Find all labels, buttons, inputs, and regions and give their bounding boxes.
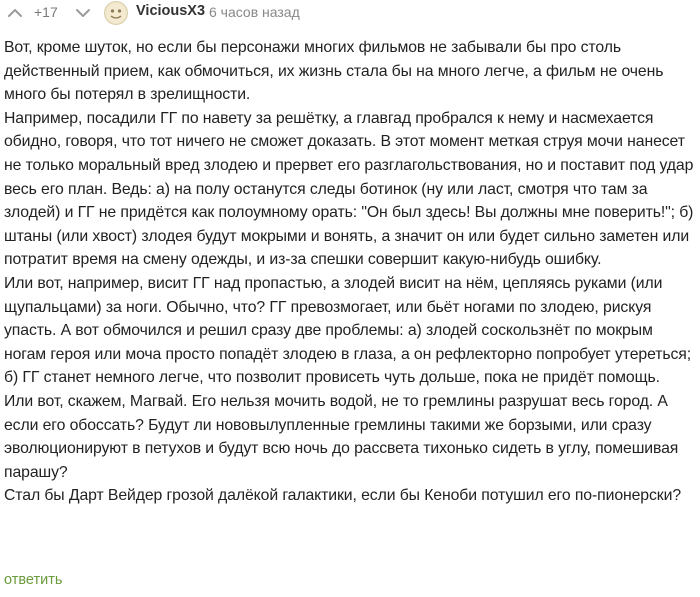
- comment-paragraph: Или вот, скажем, Магвай. Его нельзя мочить водой, не то гремлины разрушат весь город. А если его обоссать? Будут ли нововылупленные гремлины такими же борзыми, или сразу эволюционируют в петухов и будут всю ночь до рассвета тихонько сидеть в углу, помешивая парашу?: [4, 392, 679, 481]
- comment-header: [0, 0, 700, 26]
- comment-paragraph: Или вот, например, висит ГГ над пропастью, а злодей висит на нём, цепляясь руками (или щупальцами) за ноги. Обычно, что? ГГ превозмогает, или бьёт ногами по злодею, рискуя упасть. А вот обмочился и решил сразу две проблемы: а) злодей соскользнёт по мокрым ногам героя или моча просто попадёт злодею в глаза, а он рефлекторно попробует утереться; б) ГГ станет немного легче, что позволит провисеть чуть дольше, пока не придёт помощь.: [4, 274, 692, 387]
- comment-paragraph: Например, посадили ГГ по навету за решётку, а главгад пробрался к нему и насмехается обидно, говоря, что тот ничего не сможет доказать. В этот момент меткая струя мочи нанесет не только моральный вред злодею и прервет его разглагольствования, но и поставит под удар весь его план. Ведь: а) на полу останутся следы ботинок (ну или ласт, смотря что там за злодей) и ГГ не придётся как полоумному орать: "Он был здесь! Вы должны мне поверить!"; б) штаны (или хвост) злодея будут мокрыми и вонять, а значит он или будет сильно заметен или потратит время на смену одежды, и из-за спешки совершит какую-нибудь ошибку.: [4, 109, 694, 269]
- avatar[interactable]: [104, 1, 128, 25]
- comment-paragraph: Стал бы Дарт Вейдер грозой далёкой галактики, если бы Кеноби потушил его по-пионерски?: [4, 487, 682, 505]
- reply-button[interactable]: ответить: [4, 572, 63, 588]
- comment-rating: +17: [34, 4, 58, 20]
- avatar-image: [105, 2, 127, 24]
- upvote-button[interactable]: [4, 2, 26, 24]
- downvote-button[interactable]: [72, 2, 94, 24]
- comment-body: [4, 36, 698, 508]
- username-link[interactable]: ViciousX3: [136, 3, 206, 19]
- comment-paragraph: Вот, кроме шуток, но если бы персонажи многих фильмов не забывали бы про столь действенный прием, как обмочиться, их жизнь стала бы на много легче, а фильм не очень много бы потерял в зрелищности.: [4, 39, 664, 104]
- chevron-up-icon: [7, 5, 23, 21]
- comment-timestamp[interactable]: 6 часов назад: [209, 4, 300, 20]
- chevron-down-icon: [75, 5, 91, 21]
